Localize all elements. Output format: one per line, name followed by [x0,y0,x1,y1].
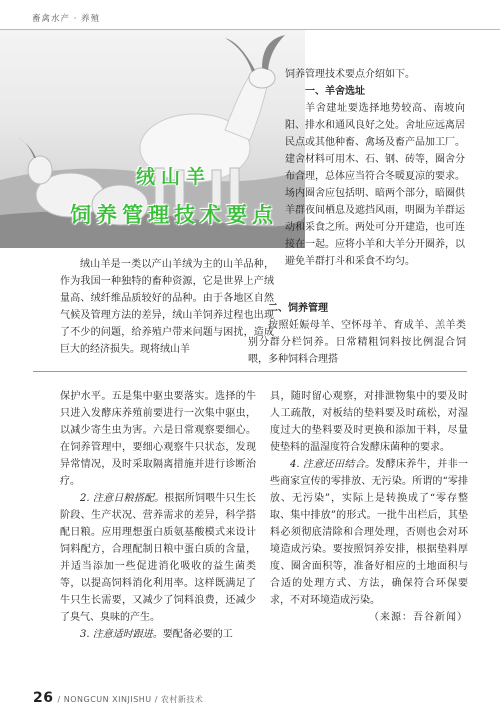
paragraph-tools: 具，随时留心观察，对排泄物集中的要及时人工疏散，对板结的垫料要及时疏松，对湿度过大的垫料要及时更换和添加干料，尽量使垫料的温湿度符合发酵床菌种的要求。 [270,391,468,453]
field-return-text: 发酵床养牛，并非一些商家宣传的零排放、无污染。所谓的“零排放、无污染”，实际上是转换成了“零存整取、集中排放”的形式。一批牛出栏后，其垫料必须彻底清除和合理处理，否则也会对环境造成污染。要按照饲养安排，根据垫料厚度、圈舍面积等，准备好相应的土地面积与合适的处理方式、方法，确保符合环保要求，不对环境造成污染。 [270,459,468,606]
section-divider [33,371,467,372]
site-selection-text: 羊舍建址要选择地势较高、南坡向阳、排水和通风良好之处。舍址应远离居民点或其他种畜、禽场及畜产品加工厂。建舍材料可用木、石、钢、砖等，圈舍分布合理，总体应当符合冬暖夏凉的要求。场内圈舍应包括明、暗两个部分，暗圈供羊群夜间栖息及遮挡风雨，明圈为羊群运动和采食之所。两处可分开建造，也可连接在一起。应将小羊和大羊分开圈养，以避免羊群打斗和采食不均匀。 [285,103,465,267]
feeding-paragraph: 按照妊娠母羊、空怀母羊、育成羊、羔羊类别分群分栏饲养。日常精粗饲料按比例混合饲喂，多种饲料合理搭 [248,320,466,365]
heading-site-selection: 一、羊舍选址 [305,86,365,97]
intro-continuation: 饲养管理技术要点介绍如下。 [285,69,415,80]
source-note: （来源：吾谷新闻） [369,612,468,623]
paragraph-followup [60,626,256,643]
field-return-lead: 4. 注意还田结合。 [290,459,376,470]
title-line-2: 饲养管理技术要点 [70,203,278,227]
followup-text: 要配备必要的工 [162,629,233,640]
page-footer [33,690,203,706]
intro-paragraph: 绒山羊是一类以产山羊绒为主的山羊品种，作为我国一种独特的畜种资源，它是世界上产绒量高、绒纤维品质较好的品种。由于各地区自然气候及管理方法的差异，绒山羊饲养过程也出现了不少的问题，给养殖户带来问题与困扰，造成巨大的经济损失。现将绒山羊 [60,259,274,355]
site-selection-paragraph [285,100,465,270]
paragraph-field-return [270,456,468,609]
right-column-top [285,66,465,100]
journal-name: / NONGCUN XINJISHU / 农村新技术 [57,695,204,704]
diet-lead: 2. 注意日粮搭配。 [80,493,165,504]
paragraph-diet [60,490,256,626]
diet-text: 根据所饲喂牛只生长阶段、生产状况、营养需求的差异，科学搭配日粮。应用理想蛋白质氨基酸模式来设计饲料配方，合理配制日粮中蛋白质的含量，并适当添加一些促进消化吸收的益生菌类等，以提高饲料消化利用率。这样既满足了牛只生长需要，又减少了饲料浪费，还减少了臭气、臭味的产生。 [60,493,256,623]
heading-feeding: 二、饲养管理 [268,303,328,314]
left-column-top [60,256,274,358]
followup-lead: 3. 注意适时跟进。 [80,629,163,640]
page-number: 26 [33,690,54,706]
right-column-lower [248,300,466,368]
left-column-bottom [60,388,256,643]
title-line-1: 绒山羊 [136,166,212,188]
right-column-body [285,100,465,270]
paragraph-deworming: 保护水平。五是集中驱虫要落实。选择的牛只进入发酵床养殖前要进行一次集中驱虫，以减少寄生虫为害。六是日常观察要细心。在饲养管理中，要细心观察牛只状态，发现异常情况，及时采取隔离措施并进行诊断治疗。 [60,391,256,487]
section-header: 畜禽水产 · 养殖 [32,14,101,24]
right-column-bottom [270,388,468,626]
